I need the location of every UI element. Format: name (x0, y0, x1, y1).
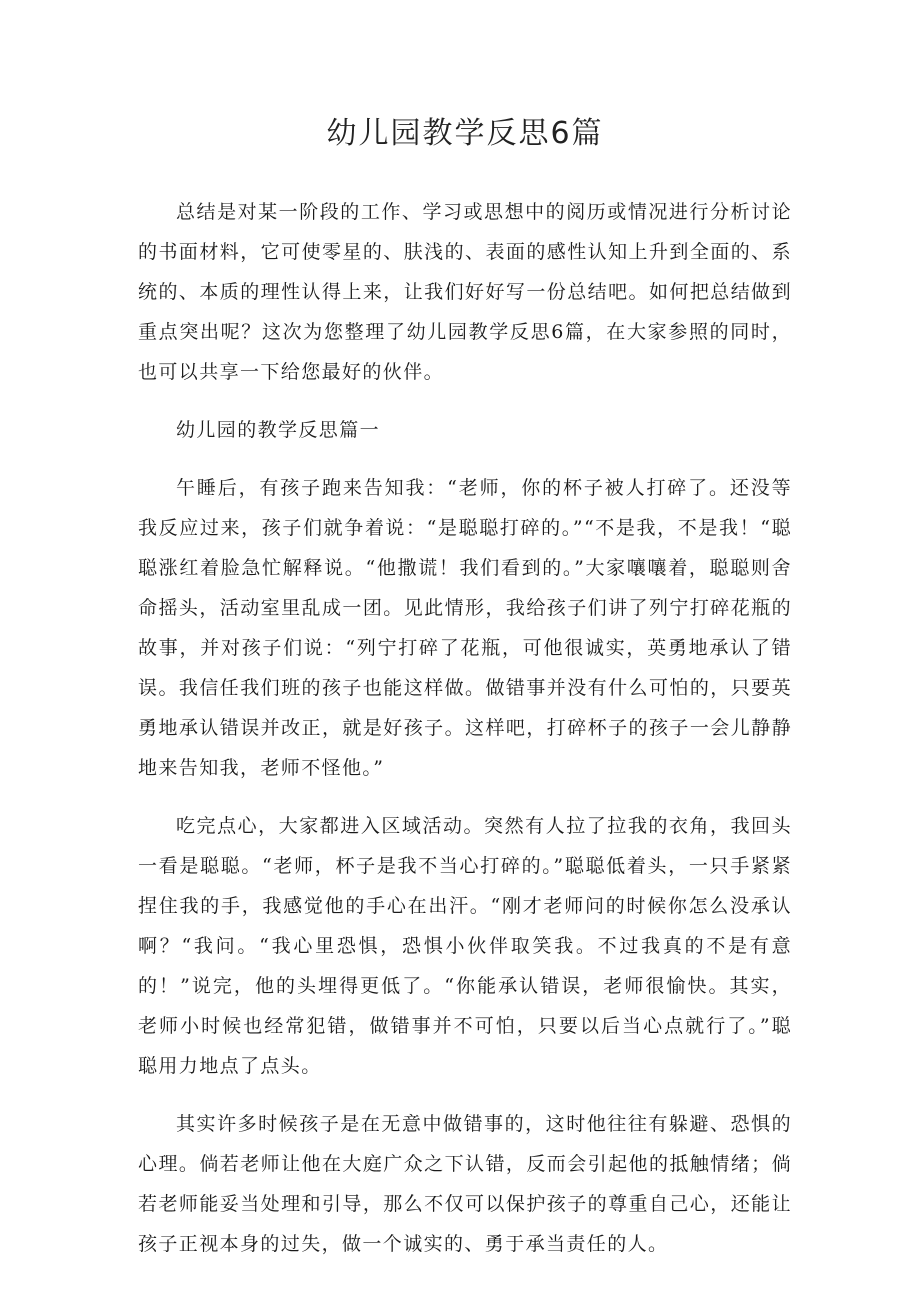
body-paragraph-2: 吃完点心，大家都进入区域活动。突然有人拉了拉我的衣角，我回头一看是聪聪。“老师，杯子是我不当心打碎的。”聪聪低着头，一只手紧紧捏住我的手，我感觉他的手心在出汗。“刚才老师问的时候你怎么没承认啊？“我问。“我心里恐惧，恐惧小伙伴取笑我。不过我真的不是有意的！”说完，他的头埋得更低了。“你能承认错误，老师很愉快。其实，老师小时候也经常犯错，做错事并不可怕，只要以后当心点就行了。”聪聪用力地点了点头。 (138, 815, 792, 1077)
intro-paragraph: 总结是对某一阶段的工作、学习或思想中的阅历或情况进行分析讨论的书面材料，它可使零星的、肤浅的、表面的感性认知上升到全面的、系统的、本质的理性认得上来，让我们好好写一份总结吧。如何把总结做到重点突出呢？这次为您整理了幼儿园教学反思6篇，在大家参照的同时，也可以共享一下给您最好的伙伴。 (138, 201, 792, 383)
document-title: 幼儿园教学反思6篇 (326, 116, 604, 151)
section-heading: 幼儿园的教学反思篇一 (176, 419, 381, 441)
body-paragraph-3: 其实许多时候孩子是在无意中做错事的，这时他往往有躲避、恐惧的心理。倘若老师让他在大庭广众之下认错，反而会引起他的抵触情绪；倘若老师能妥当处理和引导，那么不仅可以保护孩子的尊重自己心，还能让孩子正视本身的过失，做一个诚实的、勇于承当责任的人。 (138, 1113, 792, 1255)
body-paragraph-1: 午睡后，有孩子跑来告知我：“老师，你的杯子被人打碎了。还没等我反应过来，孩子们就争着说：“是聪聪打碎的。”“不是我，不是我！“聪聪涨红着脸急忙解释说。“他撒谎！我们看到的。”大家嚷嚷着，聪聪则舍命摇头，活动室里乱成一团。见此情形，我给孩子们讲了列宁打碎花瓶的故事，并对孩子们说：“列宁打碎了花瓶，可他很诚实，英勇地承认了错误。我信任我们班的孩子也能这样做。做错事并没有什么可怕的，只要英勇地承认错误并改正，就是好孩子。这样吧，打碎杯子的孩子一会儿静静地来告知我，老师不怪他。” (138, 477, 792, 779)
